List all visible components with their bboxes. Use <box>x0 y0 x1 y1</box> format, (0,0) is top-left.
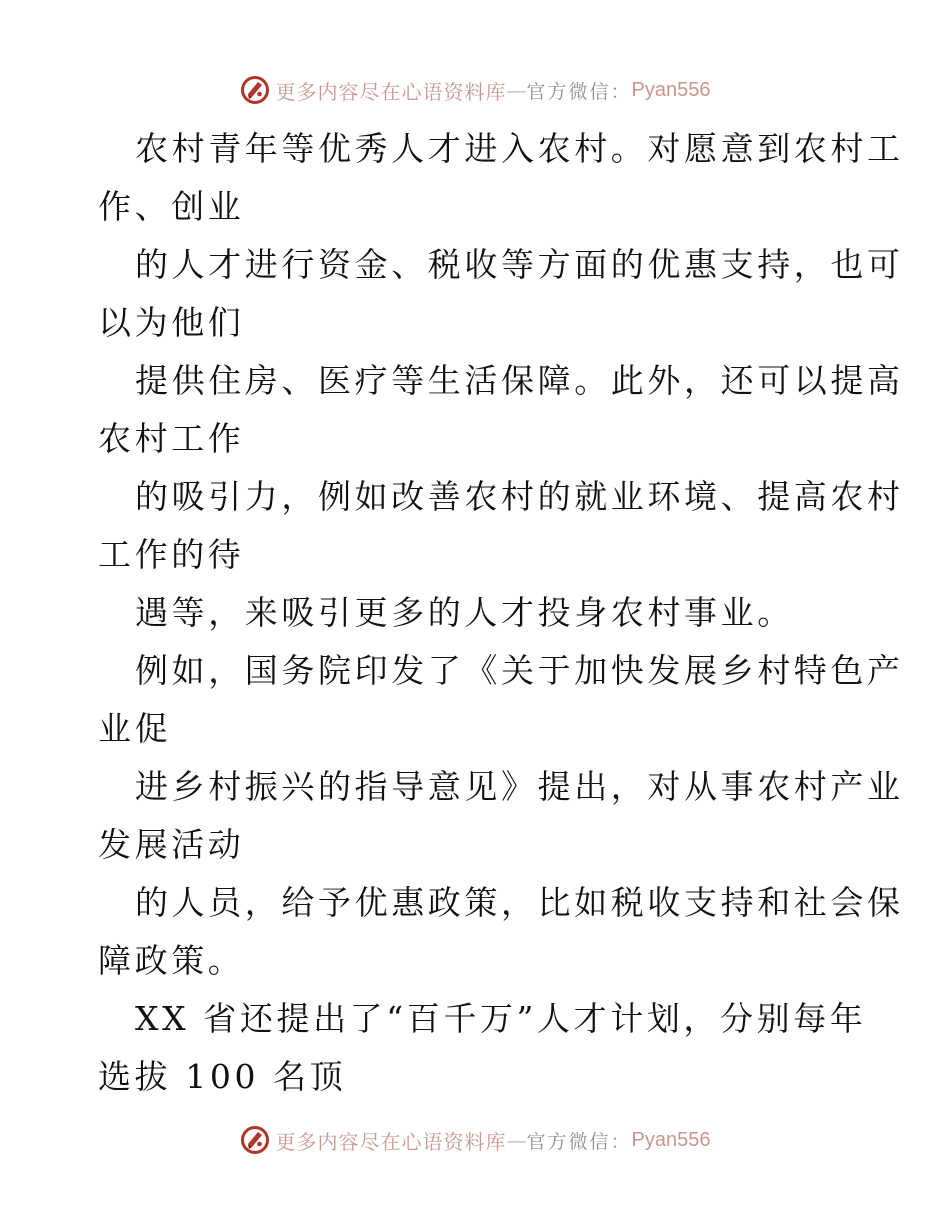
text-line: 遇等，来吸引更多的人才投身农村事业。 <box>135 593 794 632</box>
watermark-separator: — <box>506 78 527 102</box>
header-watermark <box>0 70 950 110</box>
text-line: XX 省还提出了“百千万”人才计划，分别每年 <box>135 999 867 1038</box>
watermark-wechat-id: Pyan556 <box>631 78 711 101</box>
text-line: 进乡村振兴的指导意见》提出，对从事农村产业 <box>135 767 904 806</box>
text-line: 作、创业 <box>98 187 245 226</box>
text-line: 农村青年等优秀人才进入农村。对愿意到农村工 <box>135 129 904 168</box>
watermark-wechat-id: Pyan556 <box>631 1128 711 1151</box>
logo-icon <box>240 75 270 105</box>
text-line: 业促 <box>98 709 172 748</box>
watermark-official: 官方微信： <box>526 80 632 103</box>
footer-watermark <box>0 1120 950 1160</box>
text-line: 工作的待 <box>98 535 245 574</box>
watermark-separator: — <box>506 1128 527 1152</box>
logo-icon <box>240 1125 270 1155</box>
text-line: 障政策。 <box>98 941 245 980</box>
text-line: 的人员，给予优惠政策，比如税收支持和社会保 <box>135 883 904 922</box>
text-line: 以为他们 <box>98 303 245 342</box>
text-line: 农村工作 <box>98 419 245 458</box>
text-line: 例如，国务院印发了《关于加快发展乡村特色产 <box>135 651 904 690</box>
text-line: 的吸引力，例如改善农村的就业环境、提高农村 <box>135 477 904 516</box>
watermark-text: 更多内容尽在心语资料库 <box>275 1129 507 1154</box>
document-body <box>98 120 904 1106</box>
text-line: 的人才进行资金、税收等方面的优惠支持，也可 <box>135 245 904 284</box>
text-line: 发展活动 <box>98 825 245 864</box>
watermark-text: 更多内容尽在心语资料库 <box>275 79 507 104</box>
text-line: 提供住房、医疗等生活保障。此外，还可以提高 <box>135 361 904 400</box>
text-line: 选拔 100 名顶 <box>98 1057 347 1096</box>
watermark-official: 官方微信： <box>526 1130 632 1153</box>
